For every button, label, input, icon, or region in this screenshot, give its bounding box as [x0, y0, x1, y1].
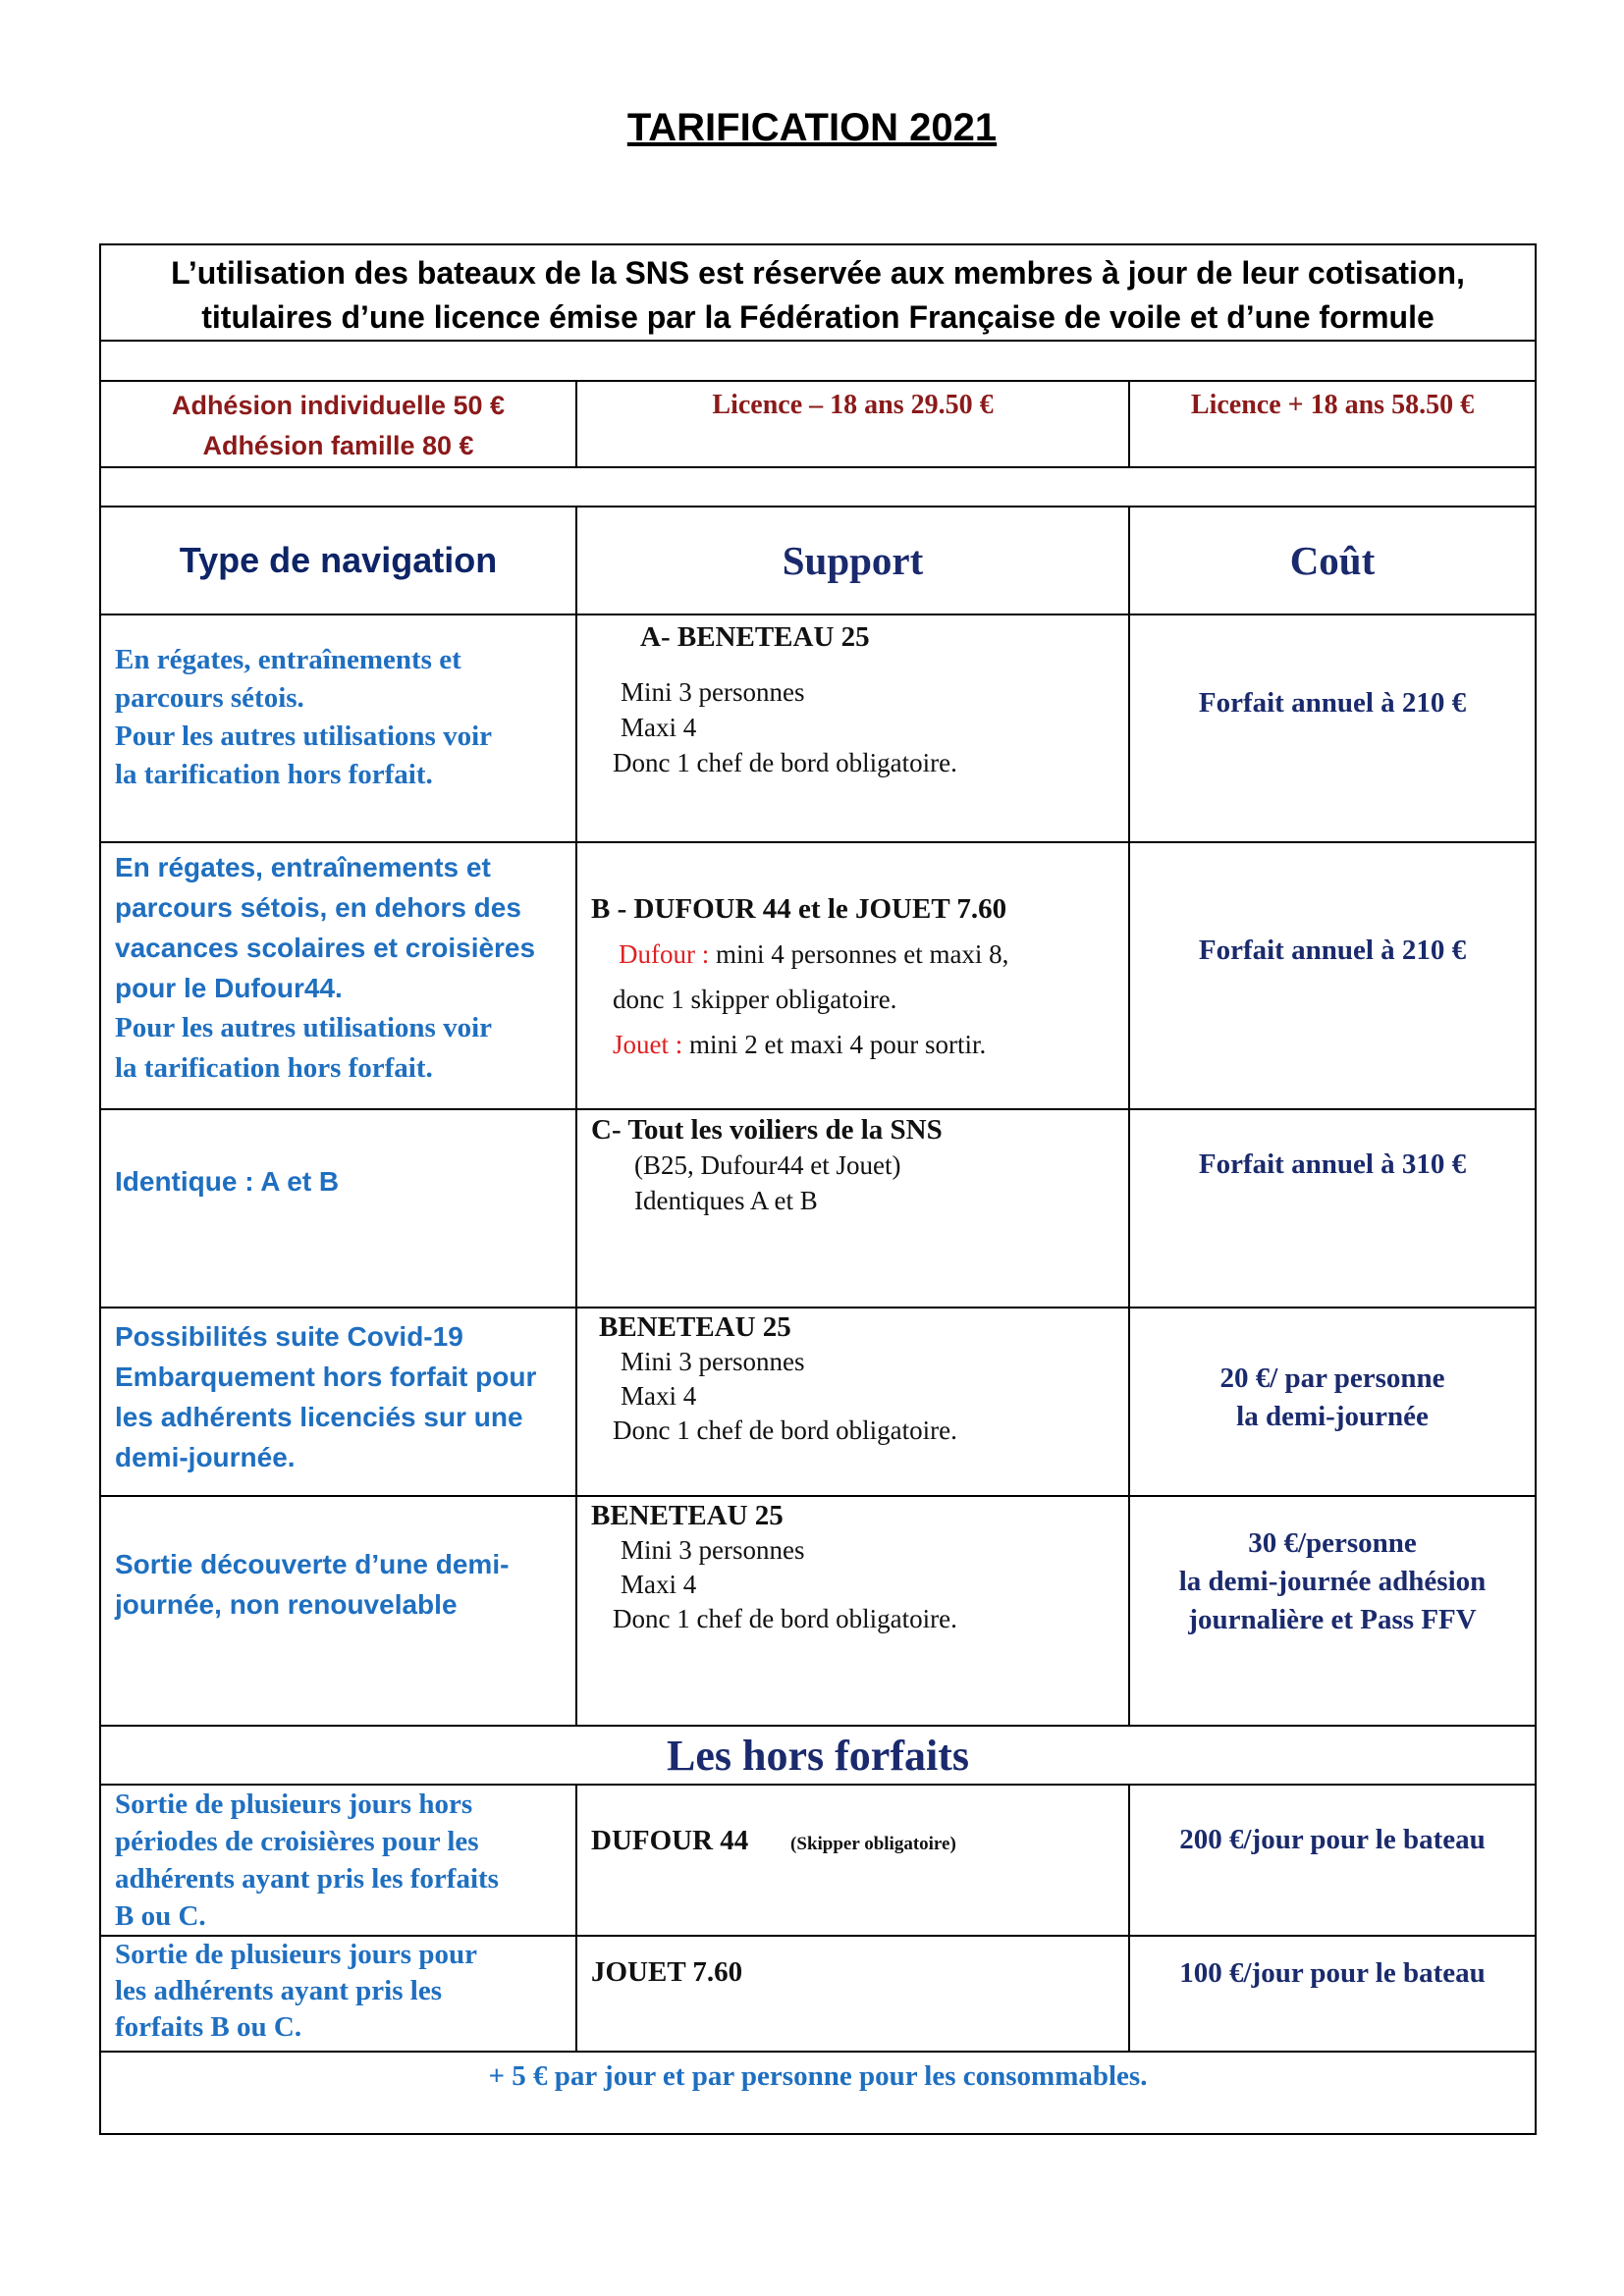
intro-row	[100, 244, 1536, 341]
table-row	[100, 1785, 1536, 1936]
support-title: BENETEAU 25	[591, 1500, 784, 1531]
header-row	[100, 507, 1536, 614]
header-cout: Coût	[1129, 507, 1536, 614]
cout-cell: 30 €/personne la demi-journée adhésion journalière et Pass FFV	[1129, 1496, 1536, 1726]
table-row	[100, 614, 1536, 842]
table-row	[100, 1936, 1536, 2052]
fees-row	[100, 381, 1536, 467]
support-cell: B - DUFOUR 44 et le JOUET 7.60 Dufour : mini 4 personnes et maxi 8, donc 1 skipper obligatoire. Jouet : mini 2 et maxi 4 pour sortir.	[576, 842, 1129, 1109]
table-row	[100, 842, 1536, 1109]
support-title: C- Tout les voiliers de la SNS	[591, 1114, 943, 1146]
cout-cell: 100 €/jour pour le bateau	[1129, 1936, 1536, 2052]
page-title: TARIFICATION 2021	[626, 106, 998, 149]
support-title: JOUET 7.60	[591, 1956, 743, 1988]
table-row	[100, 1308, 1536, 1496]
type-cell: Sortie découverte d’une demi- journée, non renouvelable	[100, 1496, 576, 1726]
type-cell: Possibilités suite Covid-19 Embarquement hors forfait pour les adhérents licenciés sur une demi-journée.	[100, 1308, 576, 1496]
cout-cell: 200 €/jour pour le bateau	[1129, 1785, 1536, 1936]
type-cell: En régates, entraînements et parcours sétois, en dehors des vacances scolaires et croisières pour le Dufour44. Pour les autres utilisations voir la tarification hors forfait.	[100, 842, 576, 1109]
table-row	[100, 1496, 1536, 1726]
cout-cell: Forfait annuel à 210 €	[1129, 842, 1536, 1109]
licence-moins-18: Licence – 18 ans 29.50 €	[576, 381, 1129, 467]
footer-row	[100, 2052, 1536, 2134]
type-cell: Identique : A et B	[100, 1109, 576, 1308]
intro-cell	[100, 244, 1536, 341]
jouet-label: Jouet :	[613, 1030, 683, 1059]
blank-row	[100, 341, 1536, 381]
section-title: Les hors forfaits	[100, 1726, 1536, 1785]
support-title: B - DUFOUR 44 et le JOUET 7.60	[591, 893, 1007, 925]
support-cell: BENETEAU 25 Mini 3 personnes Maxi 4 Donc 1 chef de bord obligatoire.	[576, 1496, 1129, 1726]
type-cell: En régates, entraînements et parcours sétois. Pour les autres utilisations voir la tarification hors forfait.	[100, 614, 576, 842]
licence-plus-18: Licence + 18 ans 58.50 €	[1129, 381, 1536, 467]
support-cell: BENETEAU 25 Mini 3 personnes Maxi 4 Donc 1 chef de bord obligatoire.	[576, 1308, 1129, 1496]
support-note: (Skipper obligatoire)	[790, 1834, 956, 1854]
tarification-table	[99, 243, 1537, 2135]
table-row	[100, 1109, 1536, 1308]
intro-line-1: L’utilisation des bateaux de la SNS est réservée aux membres à jour de leur cotisation,	[171, 255, 1465, 291]
cout-cell: Forfait annuel à 310 €	[1129, 1109, 1536, 1308]
support-cell: C- Tout les voiliers de la SNS (B25, Dufour44 et Jouet) Identiques A et B	[576, 1109, 1129, 1308]
support-title: DUFOUR 44	[591, 1825, 749, 1856]
header-type: Type de navigation	[100, 507, 576, 614]
cout-cell: Forfait annuel à 210 €	[1129, 614, 1536, 842]
type-cell: Sortie de plusieurs jours pour les adhérents ayant pris les forfaits B ou C.	[100, 1936, 576, 2052]
support-title: BENETEAU 25	[599, 1311, 791, 1343]
dufour-label: Dufour :	[619, 939, 710, 969]
section-row	[100, 1726, 1536, 1785]
adhesion-individuelle: Adhésion individuelle 50 €	[171, 391, 506, 420]
intro-line-2: titulaires d’une licence émise par la Fédération Française de voile et d’une formule	[201, 299, 1435, 335]
support-cell	[576, 1936, 1129, 2052]
support-cell	[576, 1785, 1129, 1936]
adhesion-cell	[100, 381, 576, 467]
blank-row	[100, 467, 1536, 507]
footer-note: + 5 € par jour et par personne pour les consommables.	[100, 2052, 1536, 2134]
cout-cell: 20 €/ par personne la demi-journée	[1129, 1308, 1536, 1496]
adhesion-famille: Adhésion famille 80 €	[202, 431, 474, 460]
type-cell: Sortie de plusieurs jours hors périodes de croisières pour les adhérents ayant pris les forfaits B ou C.	[100, 1785, 576, 1936]
header-support: Support	[576, 507, 1129, 614]
support-title: A- BENETEAU 25	[640, 621, 870, 653]
support-cell: A- BENETEAU 25 Mini 3 personnes Maxi 4 Donc 1 chef de bord obligatoire.	[576, 614, 1129, 842]
